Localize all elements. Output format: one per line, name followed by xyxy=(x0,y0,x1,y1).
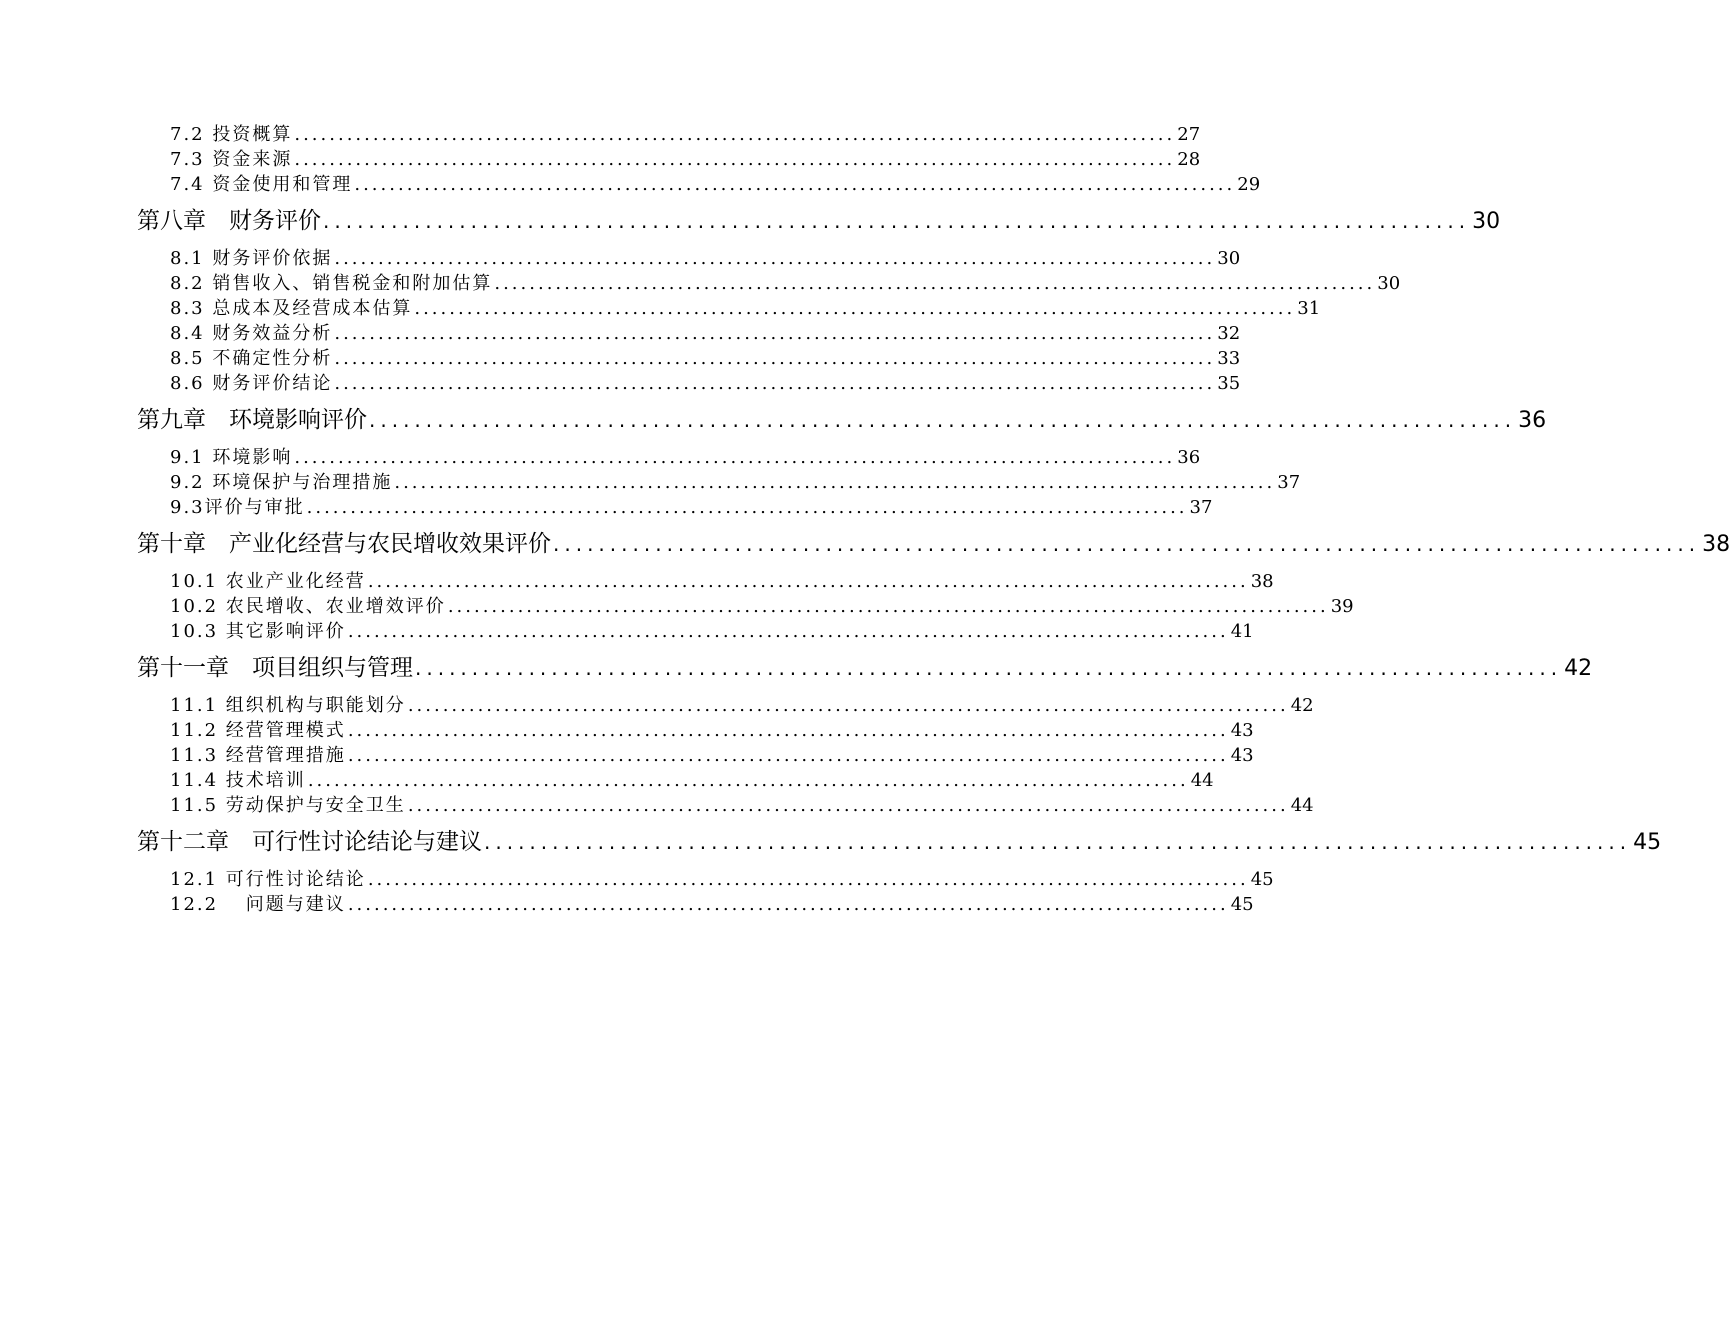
toc-entry-7-4[interactable] xyxy=(137,172,1261,197)
toc-entry-title: 11.3 经营管理措施 xyxy=(170,745,346,766)
toc-entry-title: 8.1 财务评价依据 xyxy=(170,248,333,269)
toc-entry-9-1[interactable] xyxy=(137,445,1201,470)
toc-dot-leader: ..................................................................................................... xyxy=(494,273,1376,294)
table-of-contents xyxy=(137,122,1730,917)
toc-dot-leader: ..................................................................................................... xyxy=(294,447,1176,468)
toc-chapter-title: 第八章 财务评价 xyxy=(137,208,321,234)
toc-page-number: 27 xyxy=(1177,124,1201,145)
toc-dot-leader: ..................................................................................................... xyxy=(347,621,1229,642)
toc-page-number: 38 xyxy=(1250,571,1274,592)
toc-dot-leader: ..................................................................................................... xyxy=(447,596,1329,617)
toc-page-number: 28 xyxy=(1177,149,1201,170)
toc-dot-leader: ..................................................................................................... xyxy=(367,869,1249,890)
toc-entry-title: 7.2 投资概算 xyxy=(170,124,293,145)
toc-dot-leader: ..................................................................................................... xyxy=(307,770,1189,791)
toc-entry-title: 12.2 问题与建议 xyxy=(170,894,346,915)
toc-entry-title: 7.3 资金来源 xyxy=(170,149,293,170)
toc-dot-leader: ..................................................................................................... xyxy=(306,497,1188,518)
toc-entry-9-2[interactable] xyxy=(137,470,1301,495)
toc-entry-title: 11.5 劳动保护与安全卫生 xyxy=(170,795,406,816)
toc-entry-8-4[interactable] xyxy=(137,321,1241,346)
toc-entry-title: 8.2 销售收入、销售税金和附加估算 xyxy=(170,273,493,294)
toc-entry-10-1[interactable] xyxy=(137,569,1274,594)
toc-dot-leader: ..................................................................................................... xyxy=(334,373,1216,394)
toc-entry-7-3[interactable] xyxy=(137,147,1201,172)
toc-dot-leader: ..................................................................................................... xyxy=(407,695,1289,716)
toc-page-number: 44 xyxy=(1290,795,1314,816)
toc-dot-leader: ..................................................................................................... xyxy=(294,149,1176,170)
toc-entry-7-2[interactable] xyxy=(137,122,1201,147)
toc-entry-title: 7.4 资金使用和管理 xyxy=(170,174,353,195)
toc-entry-title: 8.3 总成本及经营成本估算 xyxy=(170,298,413,319)
toc-dot-leader: ..................................................................................................... xyxy=(414,298,1296,319)
toc-chapter-title: 第十一章 项目组织与管理 xyxy=(137,655,413,681)
toc-dot-leader: ..................................................................................................... xyxy=(347,720,1229,741)
toc-dot-leader: ..................................................................................................... xyxy=(334,323,1216,344)
toc-dot-leader: ..................................................................................................... xyxy=(323,209,1471,233)
toc-page-number: 43 xyxy=(1230,745,1254,766)
toc-page-number: 39 xyxy=(1330,596,1354,617)
toc-page-number: 36 xyxy=(1177,447,1201,468)
toc-entry-title: 8.4 财务效益分析 xyxy=(170,323,333,344)
toc-entry-8-1[interactable] xyxy=(137,246,1241,271)
toc-page-number: 43 xyxy=(1230,720,1254,741)
toc-page-number: 44 xyxy=(1190,770,1214,791)
toc-entry-title: 11.4 技术培训 xyxy=(170,770,306,791)
toc-dot-leader: ..................................................................................................... xyxy=(394,472,1276,493)
toc-dot-leader: ..................................................................................................... xyxy=(354,174,1236,195)
toc-page-number: 38 xyxy=(1702,532,1730,557)
toc-entry-title: 8.5 不确定性分析 xyxy=(170,348,333,369)
toc-chapter-9[interactable] xyxy=(137,396,1547,445)
toc-dot-leader: ..................................................................................................... xyxy=(347,745,1229,766)
toc-page-number: 31 xyxy=(1297,298,1321,319)
toc-entry-11-4[interactable] xyxy=(137,768,1214,793)
toc-dot-leader: ..................................................................................................... xyxy=(294,124,1176,145)
toc-page-number: 42 xyxy=(1564,656,1593,681)
toc-page-number: 42 xyxy=(1290,695,1314,716)
toc-page-number: 37 xyxy=(1189,497,1213,518)
toc-entry-12-2[interactable] xyxy=(137,892,1254,917)
toc-page-number: 45 xyxy=(1633,830,1662,855)
toc-entry-8-2[interactable] xyxy=(137,271,1401,296)
toc-entry-title: 9.1 环境影响 xyxy=(170,447,293,468)
toc-dot-leader: ..................................................................................................... xyxy=(347,894,1229,915)
toc-entry-title: 9.3评价与审批 xyxy=(170,497,305,518)
toc-page-number: 45 xyxy=(1250,869,1274,890)
toc-chapter-title: 第九章 环境影响评价 xyxy=(137,407,367,433)
toc-entry-11-1[interactable] xyxy=(137,693,1314,718)
toc-page-number: 35 xyxy=(1217,373,1241,394)
toc-chapter-11[interactable] xyxy=(137,644,1593,693)
toc-page-number: 45 xyxy=(1230,894,1254,915)
toc-chapter-12[interactable] xyxy=(137,818,1662,867)
toc-page-number: 30 xyxy=(1472,209,1501,234)
toc-chapter-8[interactable] xyxy=(137,197,1501,246)
toc-chapter-title: 第十章 产业化经营与农民增收效果评价 xyxy=(137,531,551,557)
toc-entry-11-3[interactable] xyxy=(137,743,1254,768)
toc-page-number: 41 xyxy=(1230,621,1254,642)
toc-entry-title: 8.6 财务评价结论 xyxy=(170,373,333,394)
toc-chapter-10[interactable] xyxy=(137,520,1730,569)
toc-dot-leader: ..................................................................................................... xyxy=(367,571,1249,592)
toc-page-number: 37 xyxy=(1277,472,1301,493)
toc-dot-leader: ..................................................................................................... xyxy=(415,656,1563,680)
toc-page-number: 33 xyxy=(1217,348,1241,369)
toc-entry-title: 10.3 其它影响评价 xyxy=(170,621,346,642)
toc-entry-12-1[interactable] xyxy=(137,867,1274,892)
toc-chapter-title: 第十二章 可行性讨论结论与建议 xyxy=(137,829,482,855)
toc-dot-leader: ..................................................................................................... xyxy=(369,408,1517,432)
toc-entry-8-3[interactable] xyxy=(137,296,1321,321)
toc-page-number: 30 xyxy=(1217,248,1241,269)
toc-entry-8-5[interactable] xyxy=(137,346,1241,371)
toc-entry-title: 9.2 环境保护与治理措施 xyxy=(170,472,393,493)
toc-page-number: 30 xyxy=(1377,273,1401,294)
toc-entry-title: 12.1 可行性讨论结论 xyxy=(170,869,366,890)
toc-page-number: 29 xyxy=(1237,174,1261,195)
toc-page-number: 32 xyxy=(1217,323,1241,344)
toc-entry-title: 11.1 组织机构与职能划分 xyxy=(170,695,406,716)
toc-entry-11-2[interactable] xyxy=(137,718,1254,743)
toc-page-number: 36 xyxy=(1518,408,1547,433)
toc-entry-10-3[interactable] xyxy=(137,619,1254,644)
toc-dot-leader: ..................................................................................................... xyxy=(553,532,1701,556)
toc-dot-leader: ..................................................................................................... xyxy=(334,348,1216,369)
toc-dot-leader: ..................................................................................................... xyxy=(407,795,1289,816)
toc-entry-8-6[interactable] xyxy=(137,371,1241,396)
toc-entry-title: 11.2 经营管理模式 xyxy=(170,720,346,741)
toc-entry-11-5[interactable] xyxy=(137,793,1314,818)
toc-dot-leader: ..................................................................................................... xyxy=(334,248,1216,269)
toc-entry-10-2[interactable] xyxy=(137,594,1354,619)
toc-dot-leader: ..................................................................................................... xyxy=(484,830,1632,854)
toc-entry-9-3[interactable] xyxy=(137,495,1213,520)
toc-entry-title: 10.2 农民增收、农业增效评价 xyxy=(170,596,446,617)
toc-entry-title: 10.1 农业产业化经营 xyxy=(170,571,366,592)
